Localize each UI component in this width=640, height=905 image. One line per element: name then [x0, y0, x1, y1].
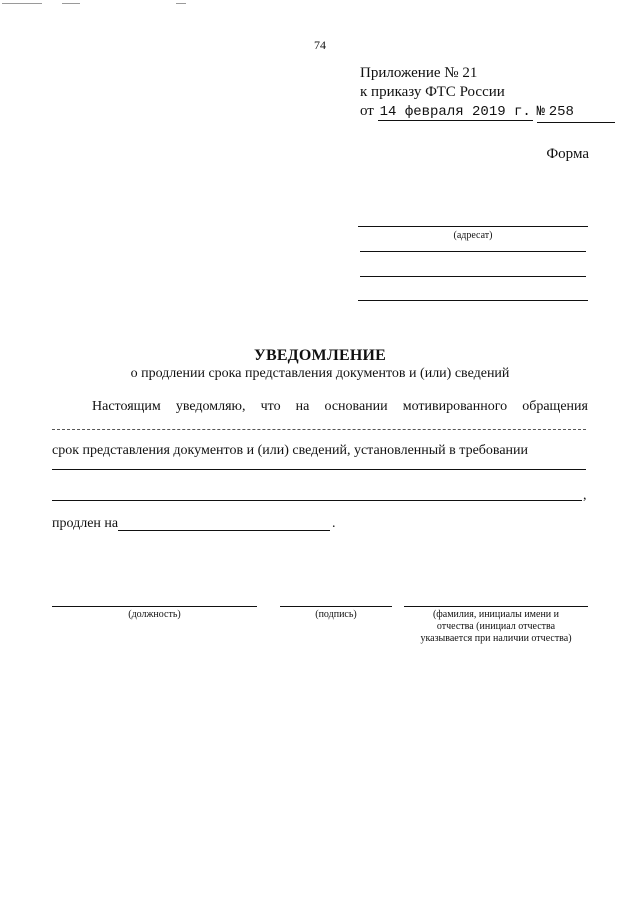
- addressee-line-1: [358, 226, 588, 227]
- para-word: на: [295, 399, 310, 414]
- scan-artifact: [176, 3, 186, 4]
- para-word: Настоящим: [92, 399, 161, 414]
- extended-period-mark: .: [332, 516, 336, 531]
- para-word: мотивированного: [402, 399, 508, 414]
- para-word: обращения: [522, 399, 588, 414]
- order-date: 14 февраля 2019 г.: [379, 104, 531, 120]
- fill-line-appeal: [52, 429, 586, 430]
- appendix-line-1: Приложение № 21: [360, 65, 478, 81]
- caption-name: [404, 609, 588, 645]
- document-title: УВЕДОМЛЕНИЕ: [254, 347, 386, 364]
- appendix-block: [360, 64, 615, 123]
- paragraph-line-2: срок представления документов и (или) сведений, установленный в требовании: [52, 443, 529, 458]
- scan-artifact: [62, 3, 80, 4]
- fill-line-extended: [118, 530, 330, 531]
- para-word: основании: [324, 399, 388, 414]
- addressee-line-4: [358, 300, 588, 301]
- para-word: уведомляю,: [175, 399, 246, 414]
- comma-mark: ,: [583, 488, 587, 503]
- addressee-line-2: [360, 251, 586, 252]
- fill-line-continuation: [52, 500, 582, 501]
- order-number: 258: [548, 104, 574, 120]
- caption-position: (должность): [128, 609, 181, 620]
- appendix-line-2: к приказу ФТС России: [360, 84, 505, 100]
- caption-signature: (подпись): [315, 609, 357, 620]
- appendix-line-3: [360, 102, 615, 123]
- addressee-line-3: [360, 276, 586, 277]
- signature-line-signature: [280, 606, 392, 607]
- form-label: Форма: [546, 146, 589, 162]
- extended-label: продлен на: [52, 516, 119, 531]
- date-prefix: от: [360, 103, 374, 119]
- caption-name-line-3: указывается при наличии отчества): [420, 633, 572, 644]
- fill-line-requirement: [52, 469, 586, 470]
- signature-line-position: [52, 606, 257, 607]
- caption-name-line-2: отчества (инициал отчества: [436, 621, 556, 632]
- number-sign: №: [536, 104, 545, 120]
- paragraph-line-1: [92, 399, 588, 415]
- page-number: 74: [314, 38, 326, 52]
- scan-artifact: [2, 3, 42, 4]
- addressee-caption: (адресат): [453, 230, 493, 241]
- document-subtitle: о продлении срока представления документов и (или) сведений: [130, 366, 510, 381]
- caption-name-line-1: (фамилия, инициалы имени и: [432, 609, 560, 620]
- signature-line-name: [404, 606, 588, 607]
- para-word: что: [260, 399, 281, 414]
